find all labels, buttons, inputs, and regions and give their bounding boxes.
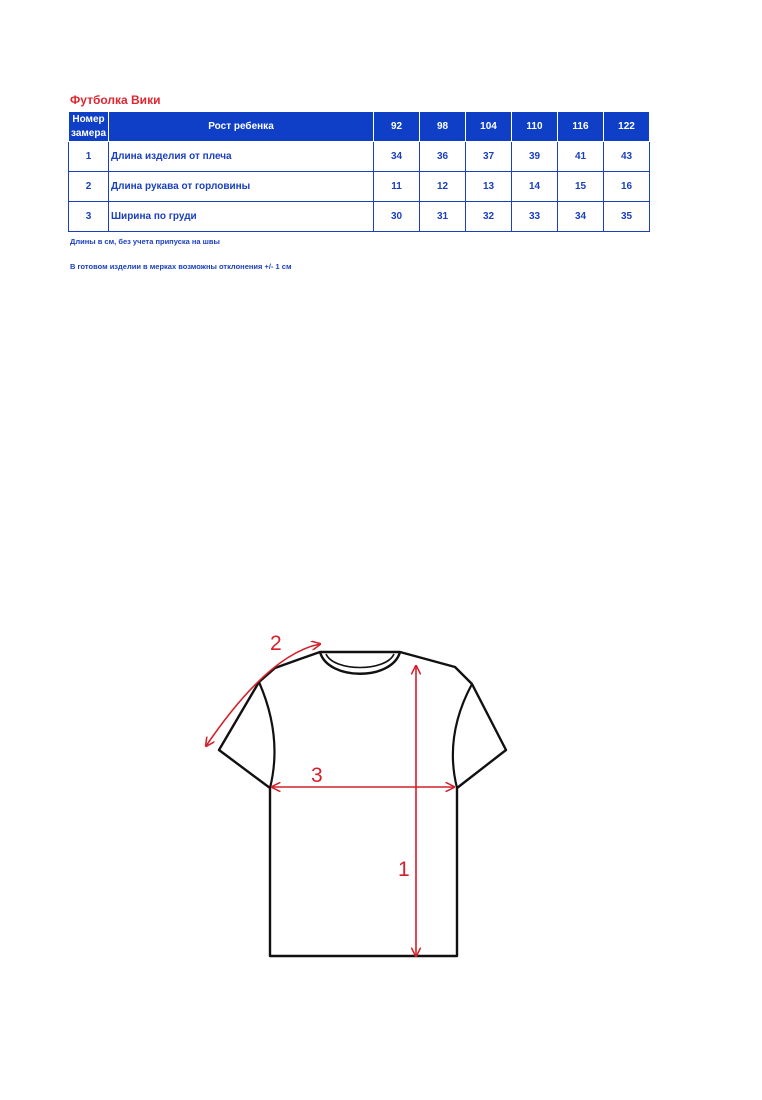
table-row (69, 172, 650, 202)
cell-value: 30 (374, 202, 420, 232)
cell-value: 37 (466, 142, 512, 172)
header-size: 104 (466, 112, 512, 142)
header-size: 110 (512, 112, 558, 142)
cell-value: 41 (558, 142, 604, 172)
cell-value: 14 (512, 172, 558, 202)
cell-value: 13 (466, 172, 512, 202)
cell-value: 16 (604, 172, 650, 202)
row-number: 2 (69, 172, 109, 202)
cell-value: 32 (466, 202, 512, 232)
row-name: Ширина по груди (109, 202, 374, 232)
header-size: 122 (604, 112, 650, 142)
cell-value: 33 (512, 202, 558, 232)
measure-label-1: 1 (398, 858, 410, 881)
row-name: Длина изделия от плеча (109, 142, 374, 172)
cell-value: 31 (420, 202, 466, 232)
table-row (69, 142, 650, 172)
row-name: Длина рукава от горловины (109, 172, 374, 202)
row-number: 3 (69, 202, 109, 232)
measure-label-3: 3 (311, 764, 323, 787)
cell-value: 36 (420, 142, 466, 172)
header-child-height: Рост ребенка (109, 112, 374, 142)
header-size: 116 (558, 112, 604, 142)
measure-lines (206, 644, 454, 956)
note-tolerance: В готовом изделии в мерках возможны отклонения +/- 1 см (70, 262, 292, 271)
header-size: 92 (374, 112, 420, 142)
table-header-row (69, 112, 650, 142)
cell-value: 15 (558, 172, 604, 202)
cell-value: 43 (604, 142, 650, 172)
size-table (68, 111, 650, 232)
header-measure-number: Номер замера (69, 112, 109, 142)
cell-value: 34 (374, 142, 420, 172)
table-row (69, 202, 650, 232)
tshirt-measurement-diagram (200, 626, 520, 966)
header-size: 98 (420, 112, 466, 142)
cell-value: 12 (420, 172, 466, 202)
cell-value: 39 (512, 142, 558, 172)
measure-label-2: 2 (270, 632, 282, 655)
note-units: Длины в см, без учета припуска на швы (70, 237, 220, 246)
cell-value: 34 (558, 202, 604, 232)
cell-value: 11 (374, 172, 420, 202)
tshirt-outline (219, 652, 506, 956)
cell-value: 35 (604, 202, 650, 232)
page-title: Футболка Вики (70, 93, 161, 107)
row-number: 1 (69, 142, 109, 172)
